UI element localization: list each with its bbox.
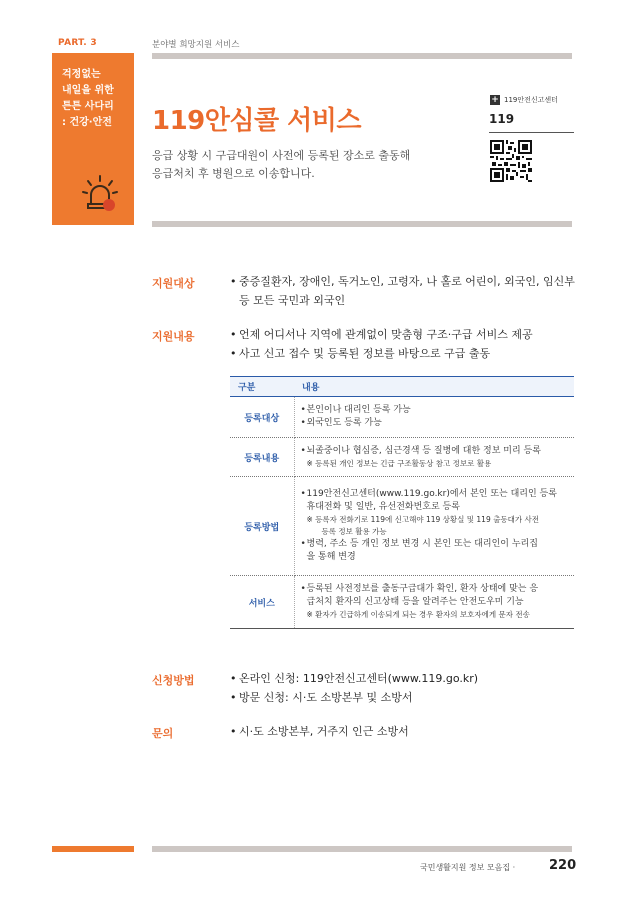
page-number: 220	[549, 858, 577, 873]
table-header-content: 내용	[294, 377, 574, 397]
cell-note: 등록 정보 활용 가능	[321, 527, 387, 536]
row-content	[294, 438, 574, 477]
section-name: 분야별 희망지원 서비스	[152, 40, 240, 50]
hotline-number: 119	[489, 112, 515, 126]
footer-title: 국민생활지원 정보 모음집 ·	[420, 863, 516, 872]
service-description	[152, 147, 472, 183]
sidebar-line: 튼튼 사다리	[62, 101, 114, 112]
apply-list	[230, 669, 575, 707]
cell-line: • 병력, 주소 등 개인 정보 변경 시 본인 또는 대리인이 누리집	[301, 538, 569, 551]
target-label: 지원대상	[152, 277, 195, 290]
sidebar-line: 내일을 위한	[62, 85, 114, 96]
apply-item: • 온라인 신청: 119안전신고센터(www.119.go.kr)	[230, 669, 575, 688]
target-continuation: 등 모든 국민과 외국인	[239, 294, 346, 307]
row-label: 서비스	[230, 576, 294, 629]
content-item: • 언제 어디서나 지역에 관계없이 맞춤형 구조·구급 서비스 제공	[230, 325, 575, 344]
table-row	[230, 397, 574, 438]
bottom-bar-gray	[152, 846, 572, 852]
alarm-siren-icon	[80, 174, 120, 214]
cell-line: 휴대전화 및 일반, 유선전화번호로 등록	[306, 502, 460, 512]
inquiry-item: • 시·도 소방본부, 거주지 인근 소방서	[230, 722, 575, 741]
section-divider-bar	[152, 221, 572, 227]
row-content	[294, 397, 574, 438]
plus-icon: +	[491, 95, 499, 105]
part-label: PART. 3	[58, 38, 97, 48]
sidebar-panel	[52, 59, 134, 225]
table-row	[230, 576, 574, 629]
content-list	[230, 325, 575, 363]
sidebar-line: : 건강·안전	[62, 117, 112, 128]
service-title: 119안심콜 서비스	[152, 106, 362, 136]
target-item: • 중증질환자, 장애인, 독거노인, 고령자, 나 홀로 어린이, 외국인, 임신부	[230, 272, 575, 291]
apply-label: 신청방법	[152, 674, 195, 687]
sidebar-text	[62, 67, 114, 131]
bottom-bar-orange	[52, 846, 134, 852]
cell-line: • 뇌졸중이나 협심증, 심근경색 등 질병에 대한 정보 미리 등록	[301, 445, 569, 458]
row-label: 등록방법	[230, 477, 294, 576]
cell-line: • 본인이나 대리인 등록 가능	[301, 404, 569, 417]
row-content	[294, 477, 574, 576]
cell-note: ※ 등록된 개인 정보는 긴급 구조활동상 참고 정보로 활용	[306, 458, 492, 468]
cell-line: 급처치 환자의 신고상태 등을 알려주는 안전도우미 기능	[306, 597, 524, 607]
table-header-category: 구분	[230, 377, 294, 397]
contact-center-name: 119안전신고센터	[504, 96, 558, 104]
description-line: 응급처치 후 병원으로 이송합니다.	[152, 167, 315, 180]
sidebar-line: 걱정없는	[62, 69, 101, 80]
cell-note: ※ 등록자 전화기로 119에 신고해야 119 상황실 및 119 출동대가 사전	[306, 515, 539, 524]
content-item: • 사고 신고 접수 및 등록된 정보를 바탕으로 구급 출동	[230, 344, 575, 363]
cell-note: ※ 환자가 긴급하게 이송되게 되는 경우 환자의 보호자에게 문자 전송	[306, 610, 530, 619]
inquiry-label: 문의	[152, 727, 174, 740]
row-content	[294, 576, 574, 629]
row-label: 등록내용	[230, 438, 294, 477]
description-line: 응급 상황 시 구급대원이 사전에 등록된 장소로 출동해	[152, 149, 411, 162]
row-label: 등록대상	[230, 397, 294, 438]
cell-line: • 119안전신고센터(www.119.go.kr)에서 본인 또는 대리인 등록	[301, 488, 569, 501]
inquiry-list	[230, 722, 575, 741]
table-row	[230, 477, 574, 576]
registration-table	[230, 376, 574, 629]
top-bar-gray	[152, 53, 572, 59]
apply-item: • 방문 신청: 시·도 소방본부 및 소방서	[230, 688, 575, 707]
content-label: 지원내용	[152, 330, 195, 343]
cell-line: • 외국인도 등록 가능	[301, 417, 569, 430]
target-content	[230, 272, 575, 310]
cell-line: 을 통해 변경	[306, 552, 356, 562]
cell-line: • 등록된 사전정보를 출동구급대가 확인, 환자 상태에 맞는 응	[301, 583, 569, 596]
divider	[489, 132, 574, 133]
table-row	[230, 438, 574, 477]
qr-code-icon[interactable]	[490, 140, 532, 182]
